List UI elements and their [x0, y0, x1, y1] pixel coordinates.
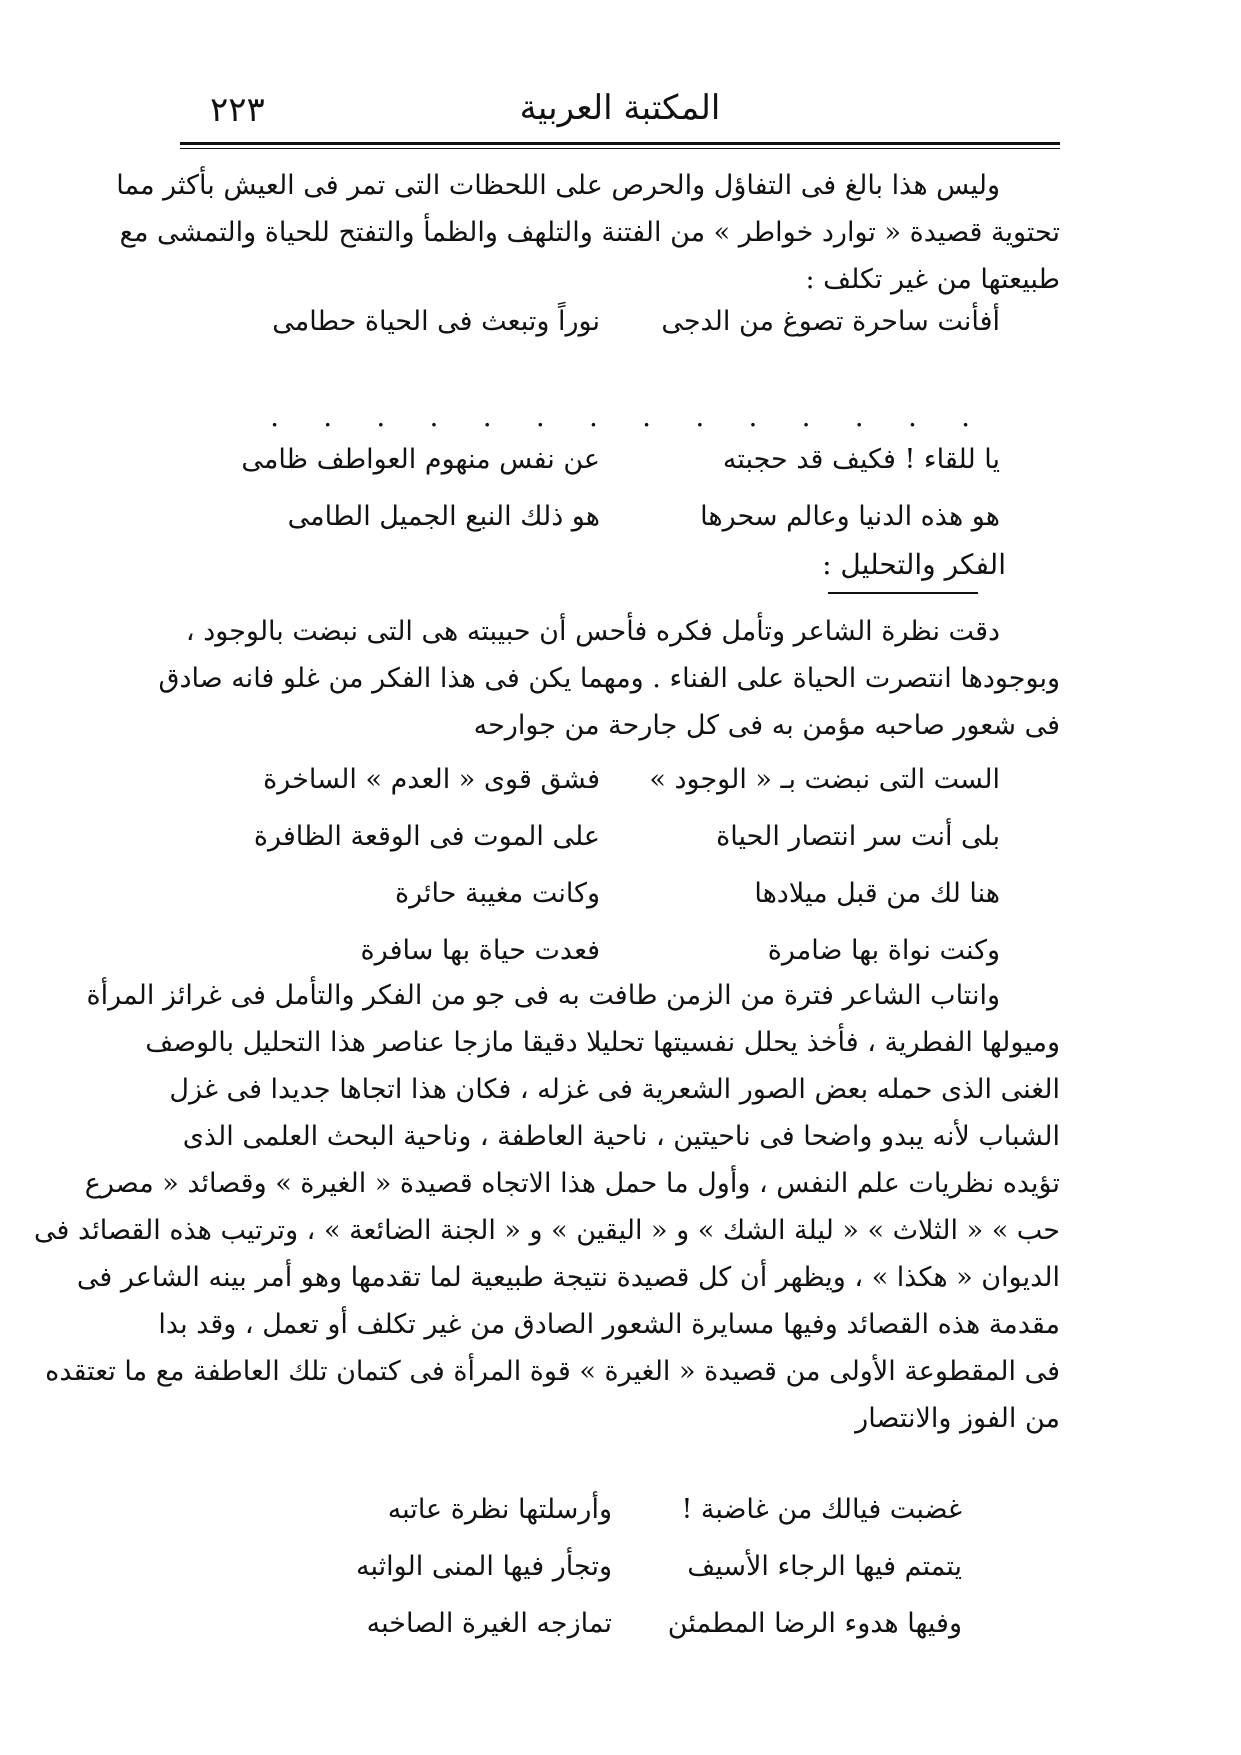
dot: .: [695, 400, 705, 433]
verse-hemistich: على الموت فى الوقعة الظافرة: [253, 821, 600, 852]
verse-line: [240, 813, 1000, 870]
verse-hemistich: هو هذه الدنيا وعالم سحرها: [700, 501, 1000, 532]
text-line: من الفوز والانتصار: [855, 1403, 1060, 1434]
text-line: تؤيده نظريات علم النفس ، وأول ما حمل هذا الاتجاه قصيدة « الغيرة » وقصائد « مصرع: [84, 1168, 1060, 1199]
verse-block-1b: [240, 436, 1000, 550]
paragraph-2: [158, 608, 1060, 749]
verse-hemistich: فشق قوى « العدم » الساخرة: [263, 764, 600, 795]
verse-line: [262, 1543, 962, 1600]
text-line: وميولها الفطرية ، فأخذ يحلل نفسيتها تحليلا دقيقا مازجا عناصر هذا التحليل بالوصف: [145, 1027, 1060, 1058]
text-line: تحتوية قصيدة « توارد خواطر » من الفتنة والتلهف والظمأ والتفتح للحياة والتمشى مع: [119, 217, 1060, 248]
verse-hemistich: هو ذلك النبع الجميل الطامى: [287, 501, 600, 532]
text-line: فى شعور صاحبه مؤمن به فى كل جارحة من جوارحه: [473, 710, 1060, 741]
ellipsis-row: [270, 400, 970, 433]
dot: .: [270, 400, 279, 433]
text-line: دقت نظرة الشاعر وتأمل فكره فأحس أن حبيبته هى التى نبضت بالوجود ،: [185, 616, 1000, 647]
section-heading: الفكر والتحليل :: [822, 548, 1006, 581]
dot: .: [323, 400, 333, 433]
verse-line: [262, 1486, 962, 1543]
dot: .: [482, 400, 492, 433]
page-number: ٢٢٣: [210, 90, 265, 130]
text-line: الديوان « هكذا » ، ويظهر أن كل قصيدة نتيجة طبيعية لما تقدمها وهو أمر بينه الشاعر فى: [76, 1262, 1060, 1293]
dot: .: [748, 400, 758, 433]
verse-hemistich: هنا لك من قبل ميلادها: [754, 878, 1000, 909]
heading-underline: [828, 592, 978, 594]
verse-hemistich: يتمتم فيها الرجاء الأسيف: [687, 1551, 962, 1582]
text-line: وبوجودها انتصرت الحياة على الفناء . ومهما يكن فى هذا الفكر من غلو فانه صادق: [158, 663, 1060, 694]
verse-hemistich: عن نفس منهوم العواطف ظامى: [241, 444, 600, 475]
dot: .: [801, 400, 811, 433]
running-title: المكتبة العربية: [519, 88, 721, 128]
verse-line: [240, 436, 1000, 493]
text-line: طبيعتها من غير تكلف :: [805, 264, 1060, 295]
dot: .: [376, 400, 386, 433]
dot: .: [589, 400, 598, 433]
verse-line: [240, 493, 1000, 550]
verse-hemistich: أفأنت ساحرة تصوغ من الدجى: [661, 306, 1000, 337]
verse-hemistich: وفيها هدوء الرضا المطمئن: [667, 1608, 962, 1639]
verse-hemistich: وكانت مغيبة حائرة: [394, 878, 600, 909]
paragraph-3: [34, 972, 1060, 1442]
verse-hemistich: فعدت حياة بها سافرة: [360, 935, 600, 966]
dot: .: [907, 400, 917, 433]
header-rule: [180, 142, 1060, 145]
verse-line: [240, 870, 1000, 927]
verse-hemistich: وكنت نواة بها ضامرة: [767, 935, 1000, 966]
dot: .: [642, 400, 652, 433]
text-line: الشباب لأنه يبدو واضحا فى ناحيتين ، ناحية العاطفة ، وناحية البحث العلمى الذى: [182, 1121, 1060, 1152]
dot: .: [854, 400, 864, 433]
verse-line: [240, 756, 1000, 813]
verse-block-3: [262, 1486, 962, 1657]
text-line: حب » « الثلاث » « ليلة الشك » و « اليقين » و « الجنة الضائعة » ، وترتيب هذه القصائد فى: [34, 1215, 1060, 1246]
paragraph-1: [116, 162, 1060, 303]
verse-block-1a: [240, 298, 1000, 355]
verse-hemistich: نوراً وتبعث فى الحياة حطامى: [272, 306, 600, 337]
verse-hemistich: وتجأر فيها المنى الواثبه: [355, 1551, 612, 1582]
verse-hemistich: وأرسلتها نظرة عاتبه: [387, 1494, 612, 1525]
dot: .: [429, 400, 439, 433]
verse-line: [262, 1600, 962, 1657]
dot: .: [535, 400, 545, 433]
text-line: وليس هذا بالغ فى التفاؤل والحرص على اللحظات التى تمر فى العيش بأكثر مما: [116, 170, 1000, 201]
text-line: الغنى الذى حمله بعض الصور الشعرية فى غزله ، فكان هذا اتجاها جديدا فى غزل: [169, 1074, 1060, 1105]
text-line: فى المقطوعة الأولى من قصيدة « الغيرة » قوة المرأة فى كتمان تلك العاطفة مع ما تعتقده: [45, 1356, 1060, 1387]
text-line: وانتاب الشاعر فترة من الزمن طافت به فى جو من الفكر والتأمل فى غرائز المرأة: [86, 980, 1000, 1011]
verse-hemistich: تمازجه الغيرة الصاخبه: [366, 1608, 612, 1639]
verse-hemistich: الست التى نبضت بـ « الوجود »: [649, 764, 1000, 795]
header-rule-thin: [180, 148, 1060, 149]
verse-hemistich: بلى أنت سر انتصار الحياة: [716, 821, 1000, 852]
verse-line: [240, 298, 1000, 355]
verse-block-2: [240, 756, 1000, 984]
verse-hemistich: غضبت فيالك من غاضبة !: [681, 1494, 962, 1525]
dot: .: [961, 400, 970, 433]
verse-hemistich: يا للقاء ! فكيف قد حجبته: [722, 444, 1000, 475]
text-line: مقدمة هذه القصائد وفيها مسايرة الشعور الصادق من غير تكلف أو تعمل ، وقد بدا: [158, 1309, 1060, 1340]
page-header: [180, 80, 1060, 140]
